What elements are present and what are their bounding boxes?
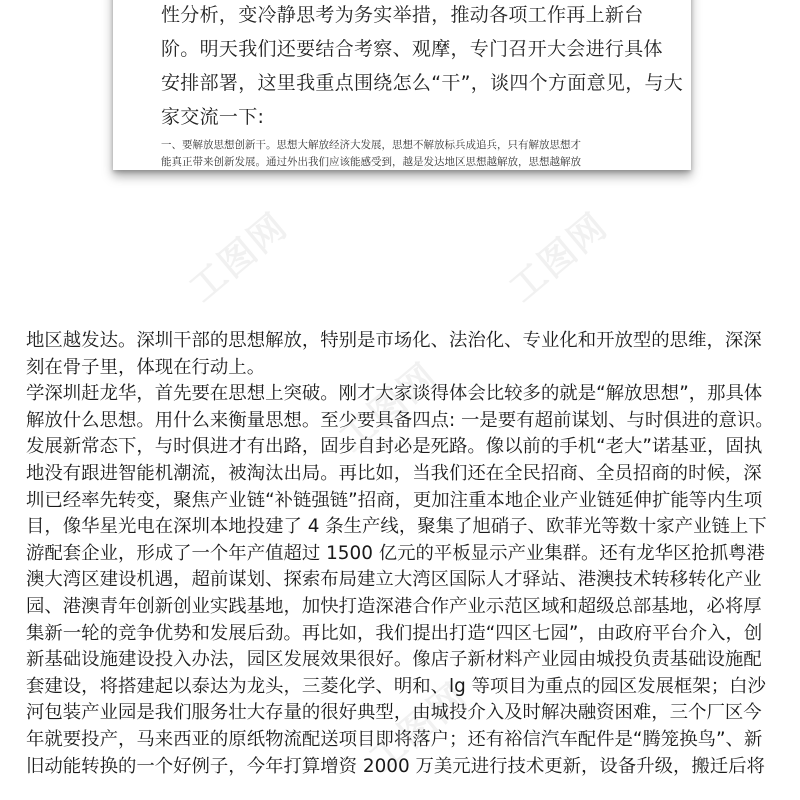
watermark: 工图网 [182,205,296,311]
card-text-line: 性分析，变冷静思考为务实举措，推动各项工作再上新台 [161,4,644,26]
body-text-line: 圳已经率先转变，聚焦产业链“补链强链”招商，更加注重本地企业产业链延伸扩能等内生项 [26,489,763,511]
document-preview-card [113,0,691,170]
watermark: 工图网 [362,675,476,781]
body-text-line: 游配套企业，形成了一个年产值超过 1500 亿元的平板显示产业集群。还有龙华区抢抓粤港 [26,542,765,564]
watermark: 工图网 [332,355,446,461]
body-text-line: 地没有跟进智能机潮流，被淘汰出局。再比如，当我们还在全民招商、全员招商的时候，深 [26,462,762,484]
body-text-line: 目，像华星光电在深圳本地投建了 4 条生产线，聚集了旭硝子、欧菲光等数十家产业链上下 [26,516,767,538]
body-text-line: 旧动能转换的一个好例子，今年打算增资 2000 万美元进行技术更新，设备升级，搬迁后将 [26,755,765,777]
body-text-line: 地区越发达。深圳干部的思想解放，特别是市场化、法治化、专业化和开放型的思维，深深 [26,330,762,351]
watermark: 工图网 [502,205,616,311]
card-text-line: 阶。明天我们还要结合考察、观摩，专门召开大会进行具体 [161,38,663,60]
card-text-line: 家交流一下: [161,106,265,128]
card-text-line: 安排部署，这里我重点围绕怎么“干”，谈四个方面意见，与大 [161,72,684,94]
body-text-line: 集新一轮的竞争优势和发展后劲。再比如，我们提出打造“四区七园”，由政府平台介入，创 [26,622,763,644]
body-text-line: 河包装产业园是我们服务壮大存量的很好典型，由城投介入及时解决融资困难，三个厂区今 [26,702,762,724]
body-text-line: 刻在骨子里，体现在行动上。 [26,356,266,378]
document-body [26,328,786,780]
body-text-line: 学深圳赶龙华，首先要在思想上突破。刚才大家谈得体会比较多的就是“解放思想”，那具体 [26,383,763,405]
body-text-line: 发展新常态下，与时俱进才有出路，固步自封必是死路。像以前的手机“老大”诺基亚，固执 [26,436,763,458]
body-text-line: 年就要投产，马来西亚的原纸物流配送项目即将落户；还有裕信汽车配件是“腾笼换鸟”、新 [26,728,763,750]
body-text-line: 解放什么思想。用什么来衡量思想。至少要具备四点: 一是要有超前谋划、与时俱进的意识。 [26,409,774,431]
body-text-line: 套建设，将搭建起以泰达为龙头，三菱化学、明和、lg 等项目为重点的园区发展框架；白沙 [26,675,766,697]
card-small-text-line: 一、要解放思想创新干。思想大解放经济大发展，思想不解放标兵成追兵，只有解放思想才 [161,139,581,151]
card-small-text-line: 能真正带来创新发展。通过外出我们应该能感受到，越是发达地区思想越解放，思想越解放 [161,156,581,168]
body-text-line: 澳大湾区建设机遇，超前谋划、探索布局建立大湾区国际人才驿站、港澳技术转移转化产业 [26,569,762,591]
body-text-line: 新基础设施建设投入办法，园区发展效果很好。像店子新材料产业园由城投负责基础设施配 [26,649,762,671]
body-text-line: 园、港澳青年创新创业实践基地，加快打造深港合作产业示范区域和超级总部基地，必将厚 [26,595,762,617]
